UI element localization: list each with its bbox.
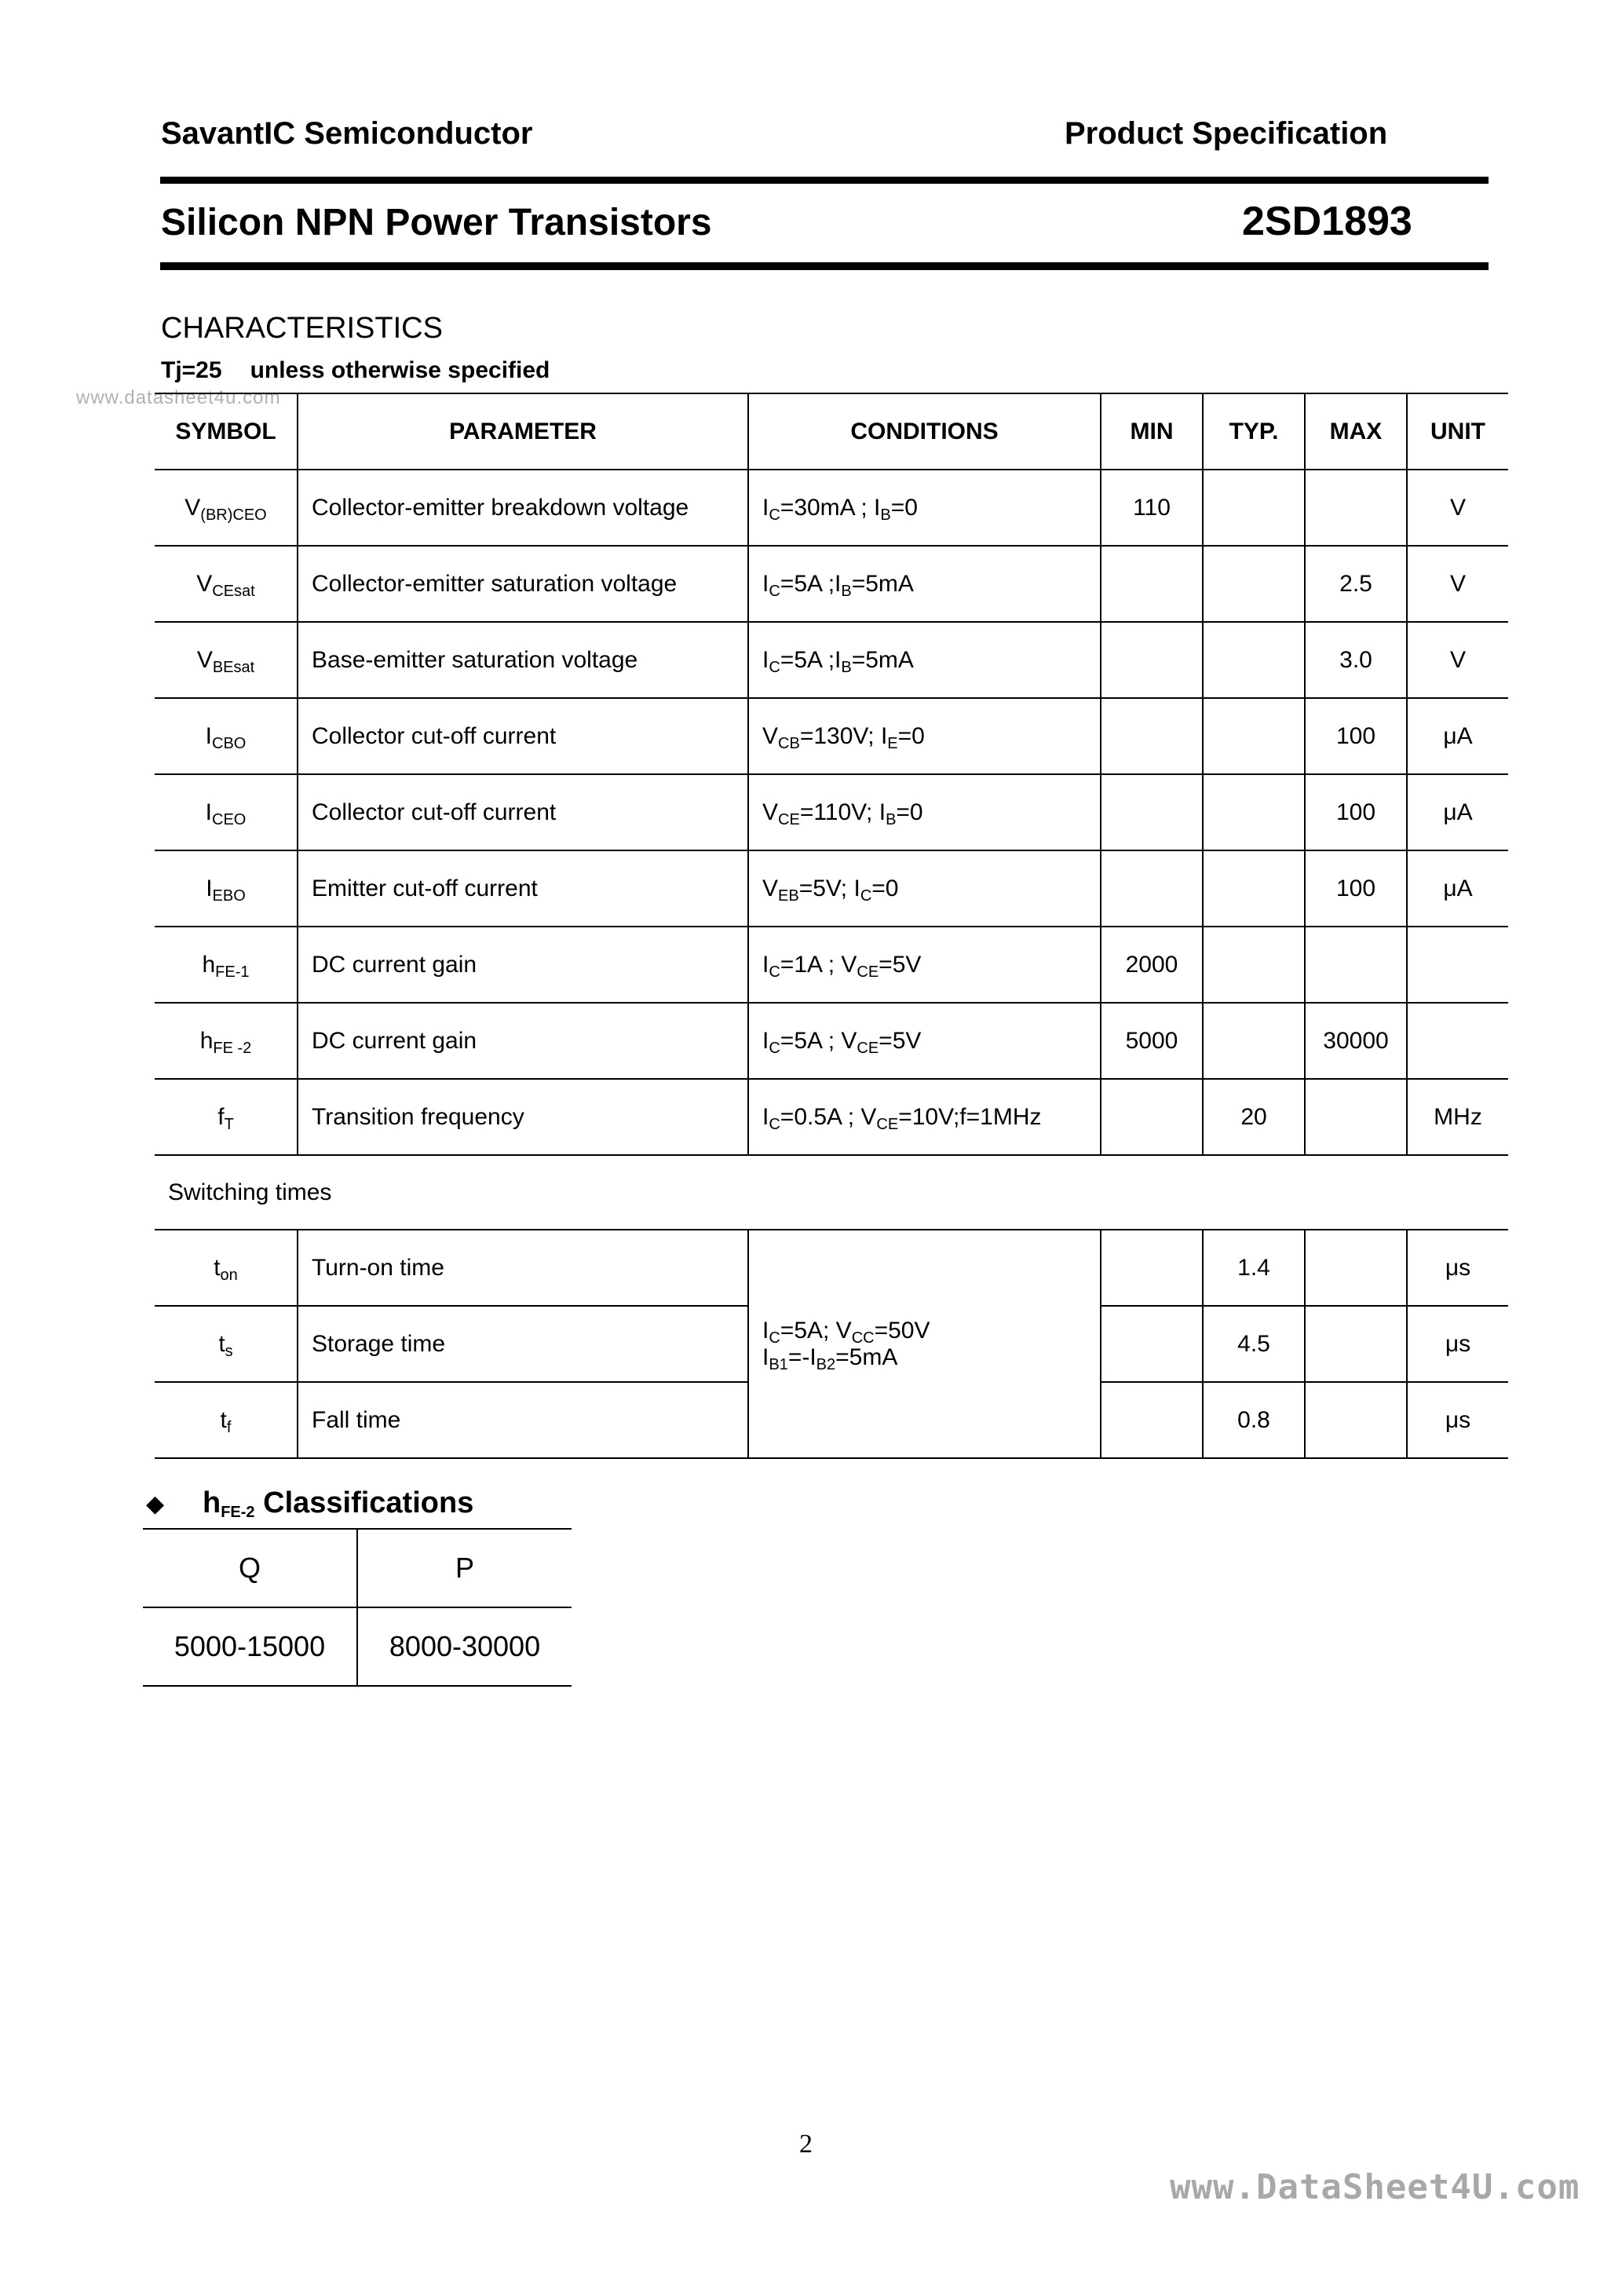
typ-cell: [1203, 470, 1305, 546]
min-cell: [1101, 1306, 1203, 1382]
parameter-cell: Collector-emitter breakdown voltage: [298, 470, 748, 546]
table-row: [155, 546, 1508, 622]
unit-cell: V: [1407, 470, 1508, 546]
parameter-cell: Fall time: [298, 1382, 748, 1458]
document-type: Product Specification: [1065, 116, 1388, 151]
typ-cell: 4.5: [1203, 1306, 1305, 1382]
bullet-diamond-icon: ◆: [146, 1491, 165, 1517]
switching-times-label: Switching times: [155, 1155, 1508, 1230]
typ-cell: [1203, 927, 1305, 1003]
conditions-cell: $I_C=5A$ $;I_B=5mA$: [748, 622, 1101, 698]
parameter-cell: Transition frequency: [298, 1079, 748, 1155]
header-conditions: CONDITIONS: [748, 393, 1101, 470]
unit-cell: μs: [1407, 1230, 1508, 1306]
class-p-header: P: [357, 1529, 572, 1607]
table-row: [155, 850, 1508, 927]
watermark-footer: www.DataSheet4U.com: [1170, 2167, 1580, 2207]
classification-title: $h_{FE-2}$ Classifications: [203, 1486, 474, 1521]
class-q-header: Q: [143, 1529, 357, 1607]
table-row: [155, 1079, 1508, 1155]
table-row: [155, 622, 1508, 698]
unit-cell: μA: [1407, 698, 1508, 774]
typ-cell: [1203, 622, 1305, 698]
min-cell: [1101, 546, 1203, 622]
unit-cell: V: [1407, 622, 1508, 698]
classification-value-row: [143, 1607, 572, 1686]
parameter-cell: Storage time: [298, 1306, 748, 1382]
parameter-cell: DC current gain: [298, 1003, 748, 1079]
page-number: 2: [799, 2130, 813, 2159]
watermark-small: www.datasheet4u.com: [76, 387, 281, 408]
typ-cell: 1.4: [1203, 1230, 1305, 1306]
parameter-cell: Emitter cut-off current: [298, 850, 748, 927]
max-cell: 30000: [1305, 1003, 1407, 1079]
min-cell: 110: [1101, 470, 1203, 546]
table-row: [155, 1230, 1508, 1306]
table-row: [155, 470, 1508, 546]
typ-cell: [1203, 698, 1305, 774]
max-cell: [1305, 1230, 1407, 1306]
classification-header-row: [143, 1529, 572, 1607]
max-cell: [1305, 470, 1407, 546]
parameter-cell: Collector cut-off current: [298, 698, 748, 774]
class-p-range: 8000-30000: [357, 1607, 572, 1686]
min-cell: [1101, 850, 1203, 927]
typ-cell: 20: [1203, 1079, 1305, 1155]
min-cell: 2000: [1101, 927, 1203, 1003]
max-cell: [1305, 1306, 1407, 1382]
table-row: [155, 927, 1508, 1003]
test-condition-note: [161, 357, 550, 384]
typ-cell: [1203, 1003, 1305, 1079]
classification-table: [143, 1528, 572, 1687]
conditions-cell: $I_C=0.5A$ ; $V_{CE}=10V;f=1MHz$: [748, 1079, 1101, 1155]
min-cell: [1101, 1382, 1203, 1458]
conditions-cell: $I_C=5A$ ; $V_{CE}=5V$: [748, 1003, 1101, 1079]
unit-cell: μs: [1407, 1306, 1508, 1382]
min-cell: [1101, 698, 1203, 774]
table-row: [155, 774, 1508, 850]
parameter-cell: Collector cut-off current: [298, 774, 748, 850]
unit-cell: μA: [1407, 850, 1508, 927]
typ-cell: [1203, 774, 1305, 850]
section-title: CHARACTERISTICS: [161, 312, 443, 345]
symbol-cell: $t_f$: [155, 1382, 298, 1458]
parameter-cell: Collector-emitter saturation voltage: [298, 546, 748, 622]
class-q-range: 5000-15000: [143, 1607, 357, 1686]
conditions-cell: $V_{CB}=130V$; $I_E=0$: [748, 698, 1101, 774]
parameter-cell: DC current gain: [298, 927, 748, 1003]
unit-cell: V: [1407, 546, 1508, 622]
header-unit: UNIT: [1407, 393, 1508, 470]
max-cell: 2.5: [1305, 546, 1407, 622]
part-number: 2SD1893: [1242, 199, 1412, 244]
header-rule-top: [160, 177, 1489, 184]
symbol-cell: $f_T$: [155, 1079, 298, 1155]
header-max: MAX: [1305, 393, 1407, 470]
company-name: SavantIC Semiconductor: [161, 116, 533, 151]
conditions-cell: $I_C=1A$ ; $V_{CE}=5V$: [748, 927, 1101, 1003]
table-row: [155, 1003, 1508, 1079]
symbol-cell: $V_{BEsat}$: [155, 622, 298, 698]
max-cell: [1305, 1382, 1407, 1458]
max-cell: [1305, 1079, 1407, 1155]
header-min: MIN: [1101, 393, 1203, 470]
typ-cell: 0.8: [1203, 1382, 1305, 1458]
symbol-cell: $I_{CBO}$: [155, 698, 298, 774]
parameter-cell: Base-emitter saturation voltage: [298, 622, 748, 698]
symbol-cell: $I_{CEO}$: [155, 774, 298, 850]
header-parameter: PARAMETER: [298, 393, 748, 470]
header-rule-bottom: [160, 262, 1489, 270]
typ-cell: [1203, 546, 1305, 622]
max-cell: 100: [1305, 698, 1407, 774]
symbol-cell: $h_{FE -2}$: [155, 1003, 298, 1079]
max-cell: 100: [1305, 850, 1407, 927]
max-cell: 3.0: [1305, 622, 1407, 698]
header-symbol: SYMBOL: [155, 393, 298, 470]
unit-cell: MHz: [1407, 1079, 1508, 1155]
condition-note-text: unless otherwise specified: [250, 357, 550, 383]
symbol-cell: $t_{on}$: [155, 1230, 298, 1306]
max-cell: [1305, 927, 1407, 1003]
junction-temp: Tj=25: [161, 357, 222, 383]
switching-conditions-cell: $I_C=5A$; $V_{CC}=50V$ $I_{B1}=-I_{B2}=5mA$: [748, 1230, 1101, 1458]
parameter-cell: Turn-on time: [298, 1230, 748, 1306]
min-cell: [1101, 1230, 1203, 1306]
unit-cell: μA: [1407, 774, 1508, 850]
characteristics-table: [155, 393, 1508, 1459]
max-cell: 100: [1305, 774, 1407, 850]
conditions-cell: $I_C=5A$ $;I_B=5mA$: [748, 546, 1101, 622]
switching-times-row: [155, 1155, 1508, 1230]
header-typ: TYP.: [1203, 393, 1305, 470]
symbol-cell: $V_{(BR)CEO}$: [155, 470, 298, 546]
unit-cell: [1407, 927, 1508, 1003]
min-cell: 5000: [1101, 1003, 1203, 1079]
table-row: [155, 698, 1508, 774]
typ-cell: [1203, 850, 1305, 927]
min-cell: [1101, 1079, 1203, 1155]
symbol-cell: $h_{FE-1}$: [155, 927, 298, 1003]
conditions-cell: $I_C=30mA$ ; $I_B=0$: [748, 470, 1101, 546]
symbol-cell: $t_s$: [155, 1306, 298, 1382]
symbol-cell: $I_{EBO}$: [155, 850, 298, 927]
table-header-row: [155, 393, 1508, 470]
unit-cell: [1407, 1003, 1508, 1079]
product-series-title: Silicon NPN Power Transistors: [161, 202, 712, 243]
min-cell: [1101, 774, 1203, 850]
symbol-cell: $V_{CEsat}$: [155, 546, 298, 622]
conditions-cell: $V_{CE}=110V$; $I_B=0$: [748, 774, 1101, 850]
unit-cell: μs: [1407, 1382, 1508, 1458]
min-cell: [1101, 622, 1203, 698]
conditions-cell: $V_{EB}=5V$; $I_C=0$: [748, 850, 1101, 927]
